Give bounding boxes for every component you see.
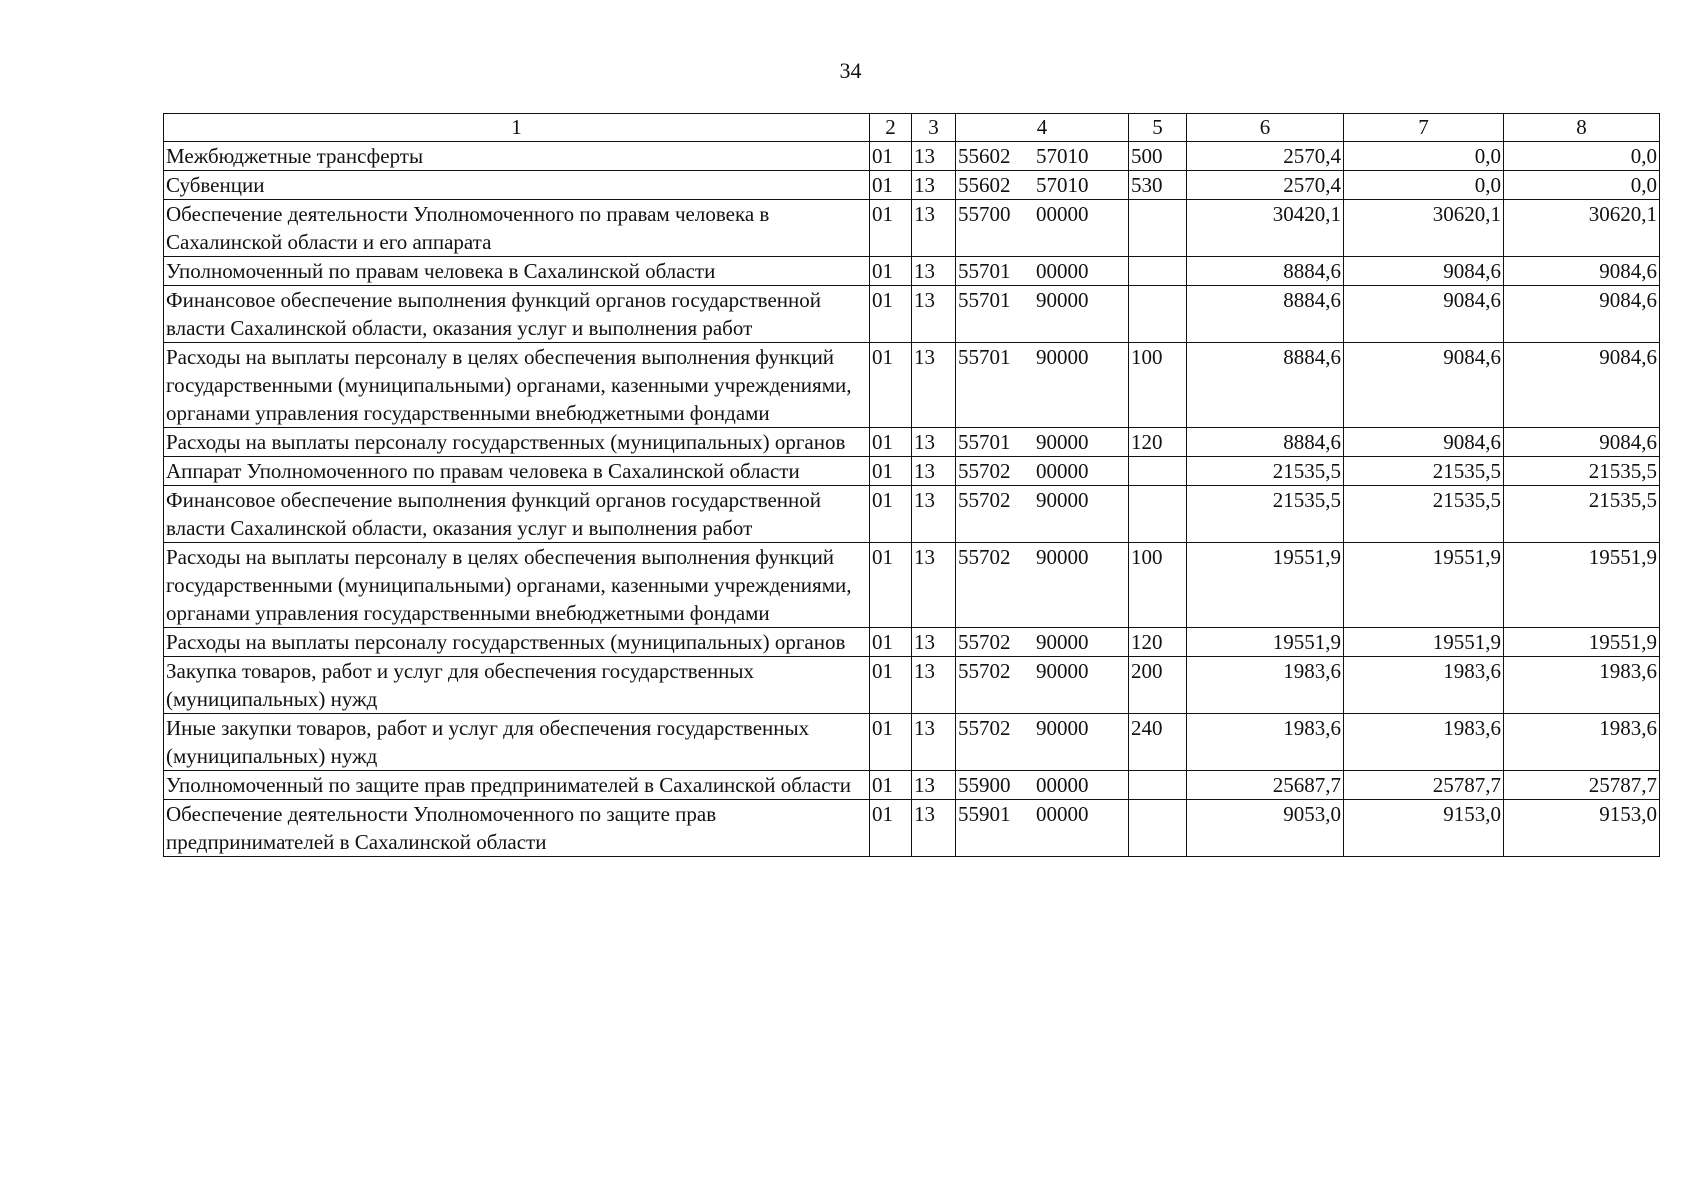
- page-number: 34: [839, 58, 862, 83]
- column-header: 3: [912, 114, 956, 142]
- code-target-article: [956, 771, 1129, 800]
- table-row: [164, 543, 1660, 628]
- table-row: [164, 800, 1660, 857]
- amount-col7: 21535,5: [1344, 486, 1504, 543]
- code-target-article: [956, 457, 1129, 486]
- column-header: 8: [1504, 114, 1660, 142]
- table-row: [164, 657, 1660, 714]
- row-name: Уполномоченный по защите прав предпринимателей в Сахалинской области: [164, 771, 870, 800]
- amount-col8: 21535,5: [1504, 486, 1660, 543]
- code-expense-type: 240: [1129, 714, 1187, 771]
- budget-table: [163, 113, 1660, 857]
- amount-col6: 19551,9: [1187, 543, 1344, 628]
- column-header: 1: [164, 114, 870, 142]
- code-expense-type: [1129, 457, 1187, 486]
- row-name: Уполномоченный по правам человека в Сахалинской области: [164, 257, 870, 286]
- code-section: 01: [870, 171, 912, 200]
- code-section: 01: [870, 343, 912, 428]
- row-name: Финансовое обеспечение выполнения функций органов государственной власти Сахалинской области, оказания услуг и выполнения работ: [164, 286, 870, 343]
- code-target-article: [956, 486, 1129, 543]
- code-target-article: [956, 714, 1129, 771]
- code-program: 55900: [958, 773, 1011, 797]
- code-target-article: [956, 142, 1129, 171]
- amount-col6: 8884,6: [1187, 286, 1344, 343]
- amount-col7: 9084,6: [1344, 257, 1504, 286]
- code-target-article: [956, 257, 1129, 286]
- code-section: 01: [870, 771, 912, 800]
- code-subsection: 13: [912, 257, 956, 286]
- code-target-article: [956, 200, 1129, 257]
- amount-col7: 1983,6: [1344, 714, 1504, 771]
- code-section: 01: [870, 543, 912, 628]
- row-name: Обеспечение деятельности Уполномоченного по защите прав предпринимателей в Сахалинской области: [164, 800, 870, 857]
- code-expense-type: 200: [1129, 657, 1187, 714]
- code-section: 01: [870, 657, 912, 714]
- code-program: 55701: [958, 259, 1011, 283]
- amount-col8: 19551,9: [1504, 628, 1660, 657]
- row-name: Межбюджетные трансферты: [164, 142, 870, 171]
- amount-col6: 30420,1: [1187, 200, 1344, 257]
- amount-col7: 21535,5: [1344, 457, 1504, 486]
- row-name: Финансовое обеспечение выполнения функций органов государственной власти Сахалинской области, оказания услуг и выполнения работ: [164, 486, 870, 543]
- code-subsection: 13: [912, 200, 956, 257]
- amount-col7: 0,0: [1344, 142, 1504, 171]
- amount-col7: 9084,6: [1344, 286, 1504, 343]
- table-row: [164, 428, 1660, 457]
- amount-col8: 0,0: [1504, 142, 1660, 171]
- code-subsection: 13: [912, 543, 956, 628]
- code-expense-type: 530: [1129, 171, 1187, 200]
- row-name: Субвенции: [164, 171, 870, 200]
- amount-col8: 25787,7: [1504, 771, 1660, 800]
- code-expense-type: 120: [1129, 428, 1187, 457]
- code-subsection: 13: [912, 486, 956, 543]
- table-row: [164, 714, 1660, 771]
- code-program: 55701: [958, 430, 1011, 454]
- code-direction: 57010: [1036, 144, 1089, 168]
- code-subsection: 13: [912, 771, 956, 800]
- code-direction: 90000: [1036, 430, 1089, 454]
- code-program: 55702: [958, 630, 1011, 654]
- amount-col6: 21535,5: [1187, 457, 1344, 486]
- code-expense-type: 100: [1129, 543, 1187, 628]
- amount-col6: 1983,6: [1187, 714, 1344, 771]
- amount-col8: 1983,6: [1504, 714, 1660, 771]
- code-program: 55702: [958, 659, 1011, 683]
- amount-col7: 9084,6: [1344, 428, 1504, 457]
- code-direction: 90000: [1036, 630, 1089, 654]
- amount-col8: 9084,6: [1504, 343, 1660, 428]
- amount-col6: 2570,4: [1187, 171, 1344, 200]
- amount-col7: 19551,9: [1344, 543, 1504, 628]
- code-direction: 90000: [1036, 345, 1089, 369]
- code-subsection: 13: [912, 800, 956, 857]
- amount-col8: 9084,6: [1504, 286, 1660, 343]
- code-subsection: 13: [912, 142, 956, 171]
- code-direction: 00000: [1036, 459, 1089, 483]
- code-section: 01: [870, 800, 912, 857]
- table-row: [164, 171, 1660, 200]
- code-subsection: 13: [912, 657, 956, 714]
- table-row: [164, 343, 1660, 428]
- code-program: 55700: [958, 202, 1011, 226]
- amount-col6: 8884,6: [1187, 257, 1344, 286]
- row-name: Расходы на выплаты персоналу государственных (муниципальных) органов: [164, 428, 870, 457]
- amount-col6: 8884,6: [1187, 343, 1344, 428]
- code-target-article: [956, 800, 1129, 857]
- code-program: 55602: [958, 173, 1011, 197]
- amount-col8: 1983,6: [1504, 657, 1660, 714]
- code-expense-type: [1129, 286, 1187, 343]
- table-row: [164, 628, 1660, 657]
- amount-col8: 9153,0: [1504, 800, 1660, 857]
- amount-col6: 21535,5: [1187, 486, 1344, 543]
- code-program: 55702: [958, 545, 1011, 569]
- code-section: 01: [870, 286, 912, 343]
- row-name: Расходы на выплаты персоналу в целях обеспечения выполнения функций государственными (муниципальными) органами, казенными учреждениями, органами управления государственными внебюджетными фондами: [164, 543, 870, 628]
- row-name: Расходы на выплаты персоналу в целях обеспечения выполнения функций государственными (муниципальными) органами, казенными учреждениями, органами управления государственными внебюджетными фондами: [164, 343, 870, 428]
- amount-col6: 25687,7: [1187, 771, 1344, 800]
- amount-col7: 1983,6: [1344, 657, 1504, 714]
- code-direction: 90000: [1036, 545, 1089, 569]
- table-row: [164, 142, 1660, 171]
- code-direction: 90000: [1036, 659, 1089, 683]
- code-direction: 90000: [1036, 488, 1089, 512]
- amount-col8: 0,0: [1504, 171, 1660, 200]
- code-subsection: 13: [912, 343, 956, 428]
- code-expense-type: 500: [1129, 142, 1187, 171]
- code-program: 55701: [958, 288, 1011, 312]
- code-subsection: 13: [912, 171, 956, 200]
- code-direction: 90000: [1036, 288, 1089, 312]
- code-expense-type: [1129, 800, 1187, 857]
- amount-col7: 25787,7: [1344, 771, 1504, 800]
- code-expense-type: [1129, 257, 1187, 286]
- code-section: 01: [870, 457, 912, 486]
- row-name: Аппарат Уполномоченного по правам человека в Сахалинской области: [164, 457, 870, 486]
- code-program: 55602: [958, 144, 1011, 168]
- row-name: Обеспечение деятельности Уполномоченного по правам человека в Сахалинской области и его аппарата: [164, 200, 870, 257]
- code-subsection: 13: [912, 714, 956, 771]
- code-program: 55702: [958, 716, 1011, 740]
- amount-col7: 9084,6: [1344, 343, 1504, 428]
- code-section: 01: [870, 200, 912, 257]
- table-row: [164, 200, 1660, 257]
- amount-col8: 19551,9: [1504, 543, 1660, 628]
- row-name: Расходы на выплаты персоналу государственных (муниципальных) органов: [164, 628, 870, 657]
- code-subsection: 13: [912, 628, 956, 657]
- table-row: [164, 486, 1660, 543]
- column-header: 7: [1344, 114, 1504, 142]
- code-section: 01: [870, 428, 912, 457]
- code-section: 01: [870, 257, 912, 286]
- code-section: 01: [870, 628, 912, 657]
- column-header: 5: [1129, 114, 1187, 142]
- column-header: 6: [1187, 114, 1344, 142]
- code-direction: 90000: [1036, 716, 1089, 740]
- code-direction: 00000: [1036, 802, 1089, 826]
- code-program: 55702: [958, 459, 1011, 483]
- code-subsection: 13: [912, 428, 956, 457]
- code-section: 01: [870, 486, 912, 543]
- amount-col6: 8884,6: [1187, 428, 1344, 457]
- amount-col7: 19551,9: [1344, 628, 1504, 657]
- code-section: 01: [870, 142, 912, 171]
- code-direction: 00000: [1036, 202, 1089, 226]
- code-target-article: [956, 543, 1129, 628]
- column-header: 4: [956, 114, 1129, 142]
- amount-col7: 9153,0: [1344, 800, 1504, 857]
- row-name: Закупка товаров, работ и услуг для обеспечения государственных (муниципальных) нужд: [164, 657, 870, 714]
- row-name: Иные закупки товаров, работ и услуг для обеспечения государственных (муниципальных) нужд: [164, 714, 870, 771]
- table-row: [164, 457, 1660, 486]
- amount-col8: 9084,6: [1504, 428, 1660, 457]
- code-section: 01: [870, 714, 912, 771]
- amount-col7: 30620,1: [1344, 200, 1504, 257]
- code-expense-type: 120: [1129, 628, 1187, 657]
- table-row: [164, 257, 1660, 286]
- code-expense-type: [1129, 771, 1187, 800]
- code-target-article: [956, 343, 1129, 428]
- code-direction: 00000: [1036, 773, 1089, 797]
- code-target-article: [956, 657, 1129, 714]
- code-target-article: [956, 286, 1129, 343]
- code-direction: 00000: [1036, 259, 1089, 283]
- code-expense-type: [1129, 200, 1187, 257]
- amount-col6: 19551,9: [1187, 628, 1344, 657]
- code-direction: 57010: [1036, 173, 1089, 197]
- column-header: 2: [870, 114, 912, 142]
- code-expense-type: [1129, 486, 1187, 543]
- amount-col7: 0,0: [1344, 171, 1504, 200]
- amount-col8: 21535,5: [1504, 457, 1660, 486]
- code-target-article: [956, 428, 1129, 457]
- table-row: [164, 286, 1660, 343]
- amount-col6: 1983,6: [1187, 657, 1344, 714]
- code-subsection: 13: [912, 457, 956, 486]
- code-target-article: [956, 171, 1129, 200]
- code-subsection: 13: [912, 286, 956, 343]
- code-target-article: [956, 628, 1129, 657]
- amount-col6: 2570,4: [1187, 142, 1344, 171]
- code-program: 55702: [958, 488, 1011, 512]
- code-expense-type: 100: [1129, 343, 1187, 428]
- table-row: [164, 771, 1660, 800]
- table-header-row: [164, 114, 1660, 142]
- amount-col8: 9084,6: [1504, 257, 1660, 286]
- amount-col8: 30620,1: [1504, 200, 1660, 257]
- code-program: 55901: [958, 802, 1011, 826]
- code-program: 55701: [958, 345, 1011, 369]
- amount-col6: 9053,0: [1187, 800, 1344, 857]
